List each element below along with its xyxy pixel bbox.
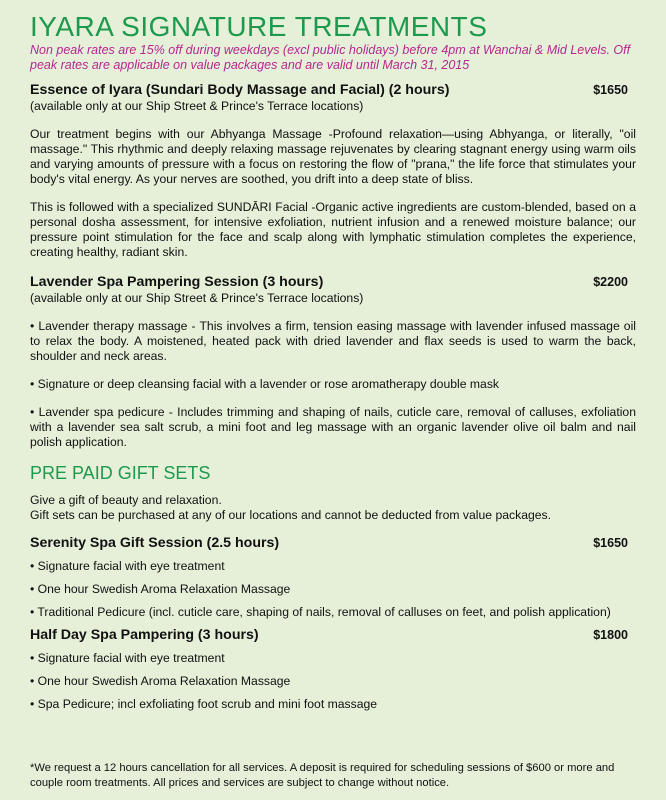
treatment-description: Our treatment begins with our Abhyanga Massage -Profound relaxation—using Abhyanga, or literally, "oil massage." This rhythmic and deeply relaxing massage rejuvenates by clearing stagnant energy using warm oils and varying amounts of pressure with a focus on restoring the flow of "prana," the life force that stimulates your body's vital energy. As your nerves are soothed, you drift into a deep state of bliss.: [30, 127, 636, 186]
treatment-name: Half Day Spa Pampering (3 hours): [30, 627, 259, 643]
treatment-name: Lavender Spa Pampering Session (3 hours): [30, 274, 324, 290]
treatment-bullet: • Lavender spa pedicure - Includes trimming and shaping of nails, cuticle care, removal of calluses, exfoliation with a lavender sea salt scrub, a mini foot and leg massage with an organic lavender olive oil balm and nail polish application.: [30, 405, 636, 449]
treatment-bullet: • Signature facial with eye treatment: [30, 559, 225, 573]
promo-text: Non peak rates are 15% off during weekdays (excl public holidays) before 4pm at Wanchai & Mid Levels. Off peak rates are applicable on value packages and are valid until March 31, 2015: [30, 43, 631, 72]
treatment-bullet: • One hour Swedish Aroma Relaxation Massage: [30, 674, 291, 688]
treatment-name: Serenity Spa Gift Session (2.5 hours): [30, 535, 280, 551]
treatment-bullet: • Lavender therapy massage - This involves a firm, tension easing massage with lavender infused massage oil to relax the body. A moistened, heated pack with dried lavender and flax seeds is used to warm the back, shoulder and neck areas.: [30, 319, 636, 363]
treatment-name: Essence of Iyara (Sundari Body Massage and Facial) (2 hours): [30, 82, 450, 98]
gift-sets-intro: Give a gift of beauty and relaxation.: [30, 493, 222, 507]
gift-sets-intro: Gift sets can be purchased at any of our locations and cannot be deducted from value packages.: [30, 508, 552, 522]
treatment-price: $1650: [593, 536, 628, 550]
treatment-bullet: • Spa Pedicure; incl exfoliating foot scrub and mini foot massage: [30, 697, 378, 711]
treatment-description: This is followed with a specialized SUNDĀRI Facial -Organic active ingredients are custom-blended, based on a personal dosha assessment, for intensive exfoliation, nutrient infusion and a renewed moisture balance; our pressure point stimulation for the face and scalp along with lymphatic stimulation completes the experience, creating healthy, radiant skin.: [30, 200, 636, 259]
treatment-header-serenity: [30, 535, 636, 552]
treatment-price: $2200: [593, 275, 628, 289]
treatment-bullet: • Traditional Pedicure (incl. cuticle care, shaping of nails, removal of calluses on feet, and polish application): [30, 605, 611, 619]
page-title: IYARA SIGNATURE TREATMENTS: [30, 11, 488, 42]
treatment-bullet: • Signature facial with eye treatment: [30, 651, 225, 665]
cancellation-policy-footer: *We request a 12 hours cancellation for all services. A deposit is required for scheduling sessions of $600 or more and couple room treatments. All prices and services are subject to change without notice.: [30, 762, 615, 790]
treatment-bullet: • Signature or deep cleansing facial with a lavender or rose aromatherapy double mask: [30, 377, 500, 391]
treatment-header-essence: [30, 82, 636, 99]
treatment-availability-note: (available only at our Ship Street & Prince's Terrace locations): [30, 291, 364, 305]
treatment-header-half-day: [30, 627, 636, 644]
treatment-availability-note: (available only at our Ship Street & Prince's Terrace locations): [30, 99, 364, 113]
treatment-price: $1800: [593, 628, 628, 642]
section-title-gift-sets: PRE PAID GIFT SETS: [30, 463, 211, 483]
treatment-price: $1650: [593, 83, 628, 97]
treatment-bullet: • One hour Swedish Aroma Relaxation Massage: [30, 582, 291, 596]
treatment-header-lavender: [30, 274, 636, 291]
